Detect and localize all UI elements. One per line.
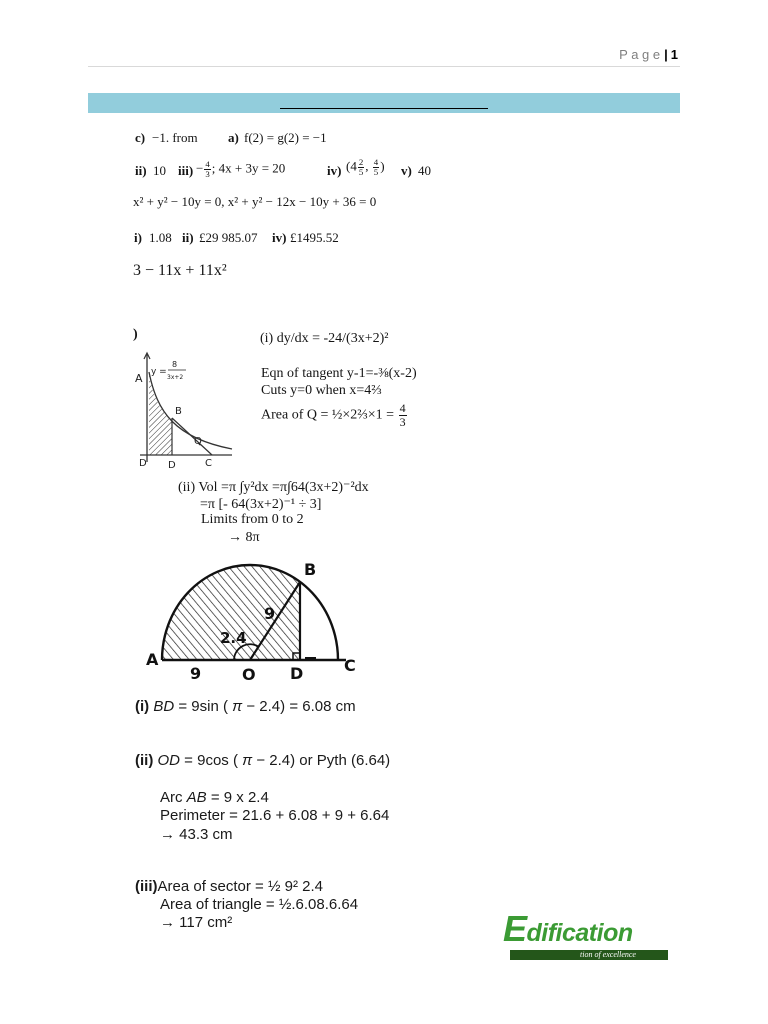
open-paren: ( [346,158,351,174]
answer-text-v: 40 [418,163,431,178]
answer-label: (ii) [135,752,154,769]
answer-label: (iii) [135,878,158,895]
expression: = 9 x 2.4 [210,789,269,806]
answer-line-ii [135,752,390,769]
fraction-numerator: 4 [205,159,210,169]
answer-line-iii [135,878,323,895]
answer-label-i: i) [134,230,142,245]
equation-label: y = [151,367,167,377]
sector-diagram [140,555,370,685]
answer-text-c: −1. from [152,130,198,145]
answer-label-ii: ii) [135,163,147,178]
label-angle: 2.4 [220,629,247,647]
volume-result: → 8π [228,530,260,545]
label-a: A [135,372,143,385]
fraction-denominator: 3 [205,168,210,179]
answer-line-i [135,698,356,715]
answer-text-iv: £1495.52 [290,230,339,245]
logo-wordmark [503,908,633,949]
variable: OD [157,752,180,769]
label-q: Q [194,436,202,447]
derivative: (i) dy/dx = -24/(3x+2)² [260,331,389,346]
answer-text-a: f(2) = g(2) = −1 [244,130,327,145]
question-marker: ) [133,327,138,342]
circle-equations: x² + y² − 10y = 0, x² + y² − 12x − 10y + 36 = 0 [133,194,377,209]
label-b: B [304,560,317,579]
answer-text-iv [346,158,385,177]
expression: = 9cos ( [184,752,238,769]
minus-sign: − [196,160,204,176]
page-separator: | [664,47,668,62]
fraction-denominator: 5 [358,166,364,177]
expansion-answer: 3 − 11x + 11x² [133,262,227,279]
area-of-q [261,402,408,428]
expression: − 2.4) = 6.08 cm [246,698,356,715]
close-paren: ) [380,158,385,174]
volume-antiderivative: =π [- 64(3x+2)⁻¹ ÷ 3] [200,497,322,512]
answer-label-v: v) [401,163,412,178]
sector-area: Area of sector = ½ 9² 2.4 [157,878,324,895]
answer-text-iii [196,160,285,179]
fraction-denominator: 5 [373,166,379,177]
answer-label: (i) [135,698,150,715]
expression: − 2.4) or Pyth (6.64) [256,752,391,769]
logo-tagline: tion of excellence [580,950,636,959]
answer-text-i: 1.08 [149,230,172,245]
fraction [373,158,379,177]
fraction-numerator: 2 [358,157,364,167]
logo-name-rest: dification [526,919,633,947]
fraction-numerator: 4 [373,157,379,167]
logo-initial: E [503,908,527,949]
label-a: A [146,650,159,669]
tangent-line [172,418,212,455]
label-b: B [175,406,182,417]
area-result: → 117 cm² [160,914,233,931]
label-c: C [344,656,356,675]
curve-sketch [130,350,242,475]
title-band [88,93,680,113]
label-d: D [168,460,176,471]
arc-word: Arc [160,789,183,806]
perimeter-result: → 43.3 cm [160,826,233,843]
fraction [399,402,407,428]
page-word: P a g e [619,47,661,62]
answer-label-iii: iii) [178,163,194,178]
comma: , [365,158,369,174]
header-rule [88,66,680,67]
label-o: O [242,665,256,684]
title-underline [280,108,488,109]
whole-number: 4 [350,158,357,174]
label-d: D [290,664,304,683]
page-number: 1 [670,47,678,62]
arc-length [160,789,269,806]
logo-tagline-band [510,950,668,960]
answer-label-ii: ii) [182,230,194,245]
edification-logo [503,908,670,961]
equation-denominator: 3x+2 [167,374,184,381]
integration-limits: Limits from 0 to 2 [201,512,304,527]
triangle-area: Area of triangle = ½.6.08.6.64 [160,896,359,913]
answer-text-ii: 10 [153,163,166,178]
line-equation: ; 4x + 3y = 20 [211,160,286,176]
pi-symbol: π [232,698,243,715]
fraction-numerator: 4 [399,401,406,415]
variable: AB [186,789,207,806]
perimeter: Perimeter = 21.6 + 6.08 + 9 + 6.64 [160,807,390,824]
fraction [358,158,364,177]
answer-label-iv: iv) [327,163,342,178]
area-expression: Area of Q = ½×2⅔×1 = [261,407,395,423]
answer-label-a: a) [228,130,239,145]
label-base-length: 9 [190,664,202,683]
fraction [204,160,210,179]
x-intercept: Cuts y=0 when x=4⅔ [261,383,382,398]
volume-integral: (ii) Vol =π ∫y²dx =π∫64(3x+2)⁻²dx [178,480,369,495]
expression: = 9sin ( [178,698,228,715]
answer-label-iv: iv) [272,230,287,245]
variable: BD [153,698,175,715]
answer-text-ii: £29 985.07 [199,230,258,245]
label-c: C [205,458,212,469]
equation-numerator: 8 [172,360,178,369]
pi-symbol: π [242,752,253,769]
tangent-equation: Eqn of tangent y-1=-⅜(x-2) [261,366,417,381]
label-radius: 9 [264,604,276,623]
label-origin: D [139,458,147,469]
fraction-denominator: 3 [399,414,406,429]
page-header [619,47,678,62]
answer-label-c: c) [135,130,146,145]
